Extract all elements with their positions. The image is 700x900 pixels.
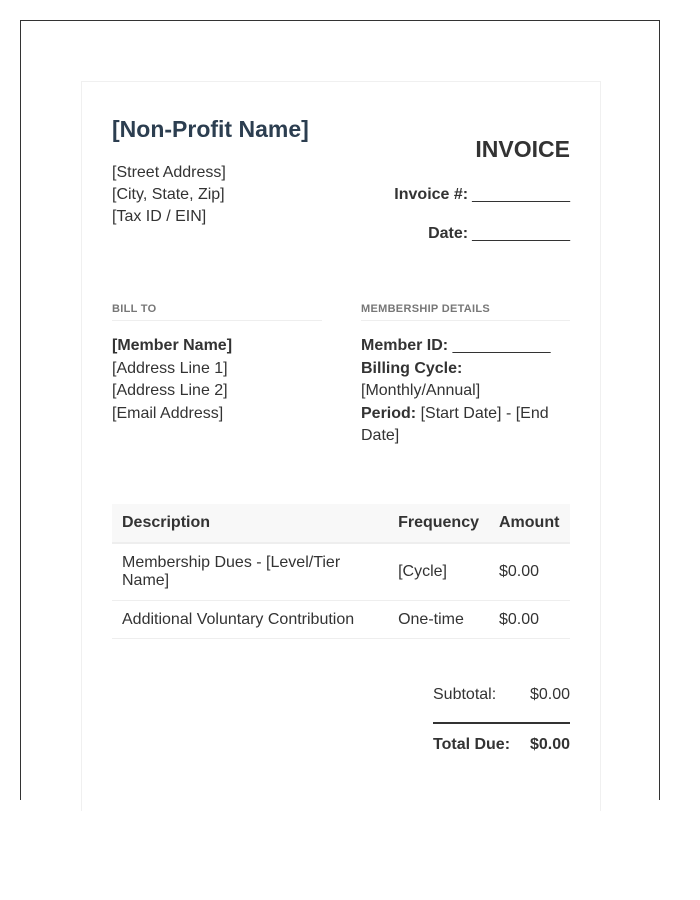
org-tax-id: [Tax ID / EIN] [112, 208, 207, 225]
invoice-date-line [428, 225, 570, 243]
total-due-value: $0.00 [529, 736, 570, 753]
table-header-row [112, 504, 570, 543]
bill-to-heading: BILL TO [112, 303, 322, 321]
member-name: [Member Name] [112, 337, 233, 354]
row-description: Membership Dues - [Level/Tier Name] [112, 543, 388, 601]
header-amount: Amount [489, 504, 570, 543]
total-due-row [433, 736, 570, 754]
table-row [112, 601, 570, 639]
period-line [361, 403, 571, 448]
row-amount: $0.00 [489, 601, 570, 639]
invoice-title: INVOICE [475, 136, 570, 162]
line-items-table [112, 504, 570, 639]
invoice-date-label: Date: [428, 225, 469, 242]
member-id-line [361, 335, 571, 358]
total-due-label: Total Due: [433, 736, 511, 753]
header-frequency: Frequency [388, 504, 489, 543]
email-address: [Email Address] [112, 404, 224, 422]
header-description: Description [112, 504, 388, 543]
billing-cycle-label: Billing Cycle: [361, 359, 463, 377]
member-id-value: ___________ [452, 337, 551, 354]
row-frequency: One-time [388, 601, 489, 639]
subtotal-label: Subtotal: [433, 686, 497, 703]
address-line-2: [Address Line 2] [112, 382, 228, 399]
invoice-date-value: ___________ [472, 225, 570, 242]
period-value: [Start Date] - [End Date] [361, 404, 549, 444]
org-address [112, 162, 226, 228]
address-line-1: [Address Line 1] [112, 359, 228, 377]
membership-details-block [361, 335, 571, 448]
member-id-label: Member ID: [361, 337, 449, 354]
billing-cycle-value: [Monthly/Annual] [361, 382, 481, 399]
invoice-number-line [394, 186, 570, 204]
invoice-number-value: ___________ [472, 186, 570, 203]
org-street: [Street Address] [112, 164, 226, 181]
subtotal-row [433, 686, 570, 710]
membership-details-heading: MEMBERSHIP DETAILS [361, 303, 570, 321]
row-amount: $0.00 [489, 543, 570, 601]
row-description: Additional Voluntary Contribution [112, 601, 388, 639]
period-label: Period: [361, 404, 417, 422]
totals-divider [433, 722, 570, 724]
org-city-state-zip: [City, State, Zip] [112, 186, 225, 203]
subtotal-value: $0.00 [529, 686, 570, 703]
row-frequency: [Cycle] [388, 543, 489, 601]
table-row [112, 543, 570, 601]
invoice-number-label: Invoice #: [394, 186, 469, 203]
totals-block [433, 686, 570, 754]
org-name: [Non-Profit Name] [112, 116, 309, 142]
bill-to-block [112, 335, 232, 425]
